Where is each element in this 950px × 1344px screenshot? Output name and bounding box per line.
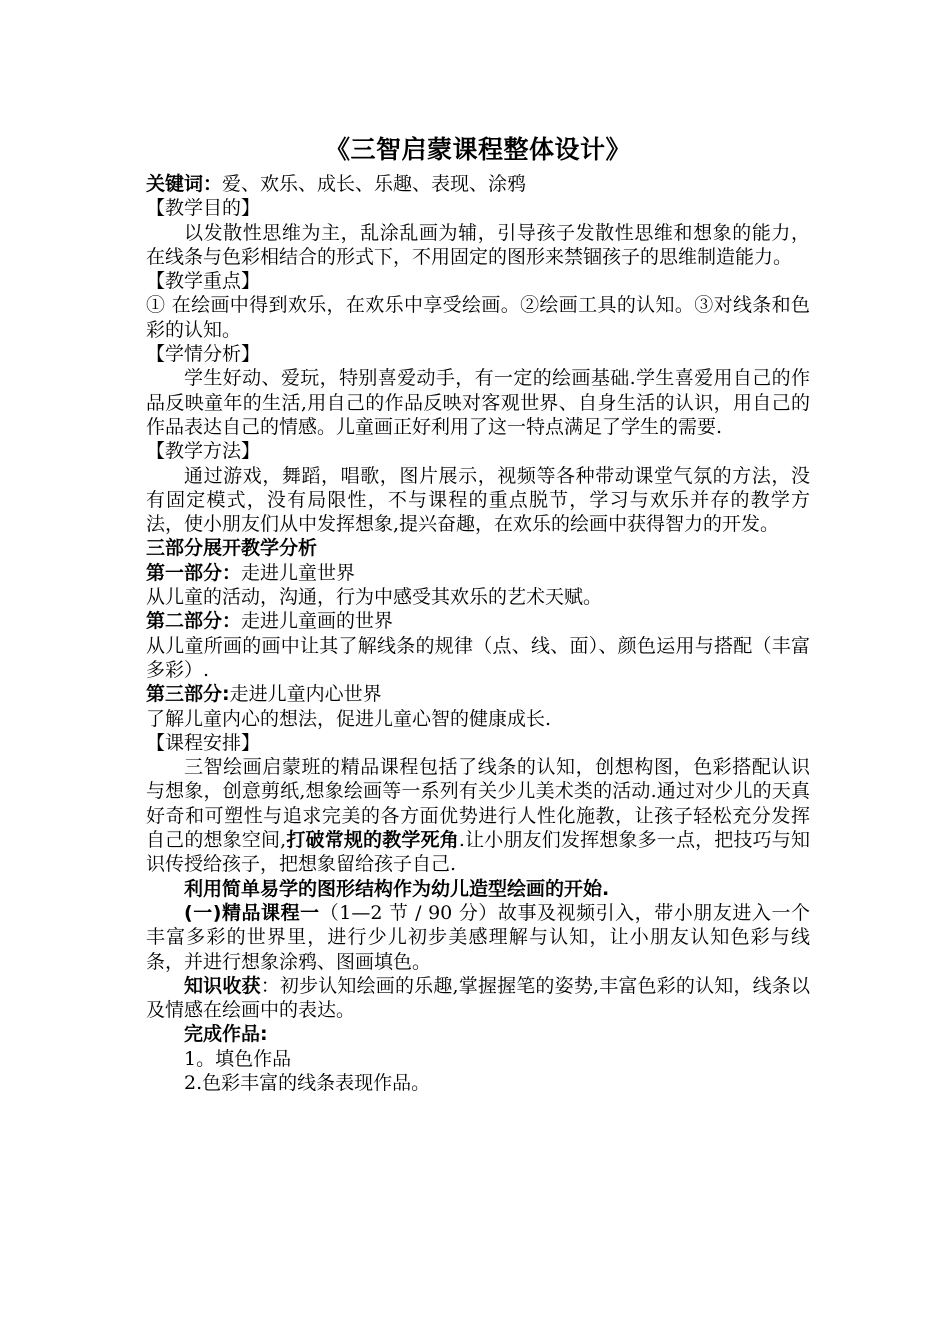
purpose-paragraph: 以发散性思维为主，乱涂乱画为辅，引导孩子发散性思维和想象的能力，在线条与色彩相结合的形式下，不用固定的图形来禁锢孩子的思维制造能力。: [146, 221, 810, 268]
knowledge-paragraph: [146, 974, 810, 1023]
analysis-heading: 【学情分析】: [146, 343, 261, 366]
part1-title: 走进儿童世界: [241, 561, 356, 584]
part3-paragraph: 了解儿童内心的想法，促进儿童心智的健康成长.: [146, 707, 552, 730]
works-label: 完成作品:: [184, 1023, 268, 1046]
schedule-heading: 【课程安排】: [146, 731, 261, 754]
part2-heading: [146, 609, 810, 633]
schedule-paragraph: [146, 755, 810, 876]
purpose-heading: 【教学目的】: [146, 197, 261, 220]
part2-paragraph: 从儿童所画的画中让其了解线条的规律（点、线、面）、颜色运用与搭配（丰富多彩）.: [146, 634, 810, 681]
document-title: 《三智启蒙课程整体设计》: [324, 135, 631, 164]
part2-label: 第二部分：: [146, 610, 242, 633]
schedule-text-a: 三智绘画启蒙班的精品课程包括了线条的认知，创想构图，色彩搭配认识与想象，创意剪纸,想象绘画等一系列有关少儿美术类的活动.通过对少儿的天真好奇和可塑性与追求完美的各方面优势进行人性化施教，让孩子轻松充分发挥自己的想象空间,: [146, 756, 810, 852]
three-parts-heading: 三部分展开教学分析: [146, 537, 318, 560]
work-item-1: 1。填色作品: [184, 1047, 292, 1070]
simple-shapes-line: 利用简单易学的图形结构作为幼儿造型绘画的开始.: [184, 877, 610, 900]
document-page: [146, 130, 810, 1095]
knowledge-label: 知识收获: [184, 974, 261, 997]
work-item-2: 2.色彩丰富的线条表现作品。: [184, 1071, 431, 1094]
schedule-text-b: .让小朋友们发挥想象多一点，把技巧与知识传授给孩子，把想象留给孩子自己.: [146, 829, 810, 876]
keywords-value: 爱、欢乐、成长、乐趣、表现、涂鸦: [222, 173, 527, 195]
course1-text: （1—2 节 / 90 分）故事及视频引入，带小朋友进入一个丰富多彩的世界里，进行少儿初步美感理解与认知，让小朋友认知色彩与线条，并进行想象涂鸦、图画填色。: [146, 901, 810, 973]
course1-paragraph: [146, 901, 810, 974]
method-paragraph: 通过游戏，舞蹈，唱歌，图片展示，视频等各种带动课堂气氛的方法，没有固定模式，没有局限性，不与课程的重点脱节，学习与欢乐并存的教学方法，使小朋友们从中发挥想象,提兴奋趣，在欢乐的绘画中获得智力的开发。: [146, 464, 810, 536]
keywords-label: 关键词：: [146, 173, 223, 195]
course1-label: (一)精品课程一: [184, 901, 320, 924]
part2-title: 走进儿童画的世界: [241, 610, 394, 633]
method-heading: 【教学方法】: [146, 440, 261, 463]
keywords-line: [146, 172, 810, 196]
part3-title: 走进儿童内心世界: [229, 683, 382, 706]
focus-heading: 【教学重点】: [146, 270, 261, 293]
part1-paragraph: 从儿童的活动，沟通，行为中感受其欢乐的艺术天赋。: [146, 586, 603, 609]
part3-heading: [146, 682, 810, 706]
part1-label: 第一部分：: [146, 561, 242, 584]
schedule-text-bold: 打破常规的教学死角: [286, 829, 459, 852]
part3-label: 第三部分:: [146, 683, 230, 706]
knowledge-text: ：初步认知绘画的乐趣,掌握握笔的姿势,丰富色彩的认知，线条以及情感在绘画中的表达。: [146, 974, 810, 1022]
part1-heading: [146, 561, 810, 585]
focus-paragraph: ① 在绘画中得到欢乐，在欢乐中享受绘画。②绘画工具的认知。③对线条和色彩的认知。: [146, 294, 810, 341]
analysis-paragraph: 学生好动、爱玩，特别喜爱动手，有一定的绘画基础.学生喜爱用自己的作品反映童年的生活,用自己的作品反映对客观世界、自身生活的认识，用自己的作品表达自己的情感。儿童画正好利用了这一特点满足了学生的需要.: [146, 367, 810, 438]
